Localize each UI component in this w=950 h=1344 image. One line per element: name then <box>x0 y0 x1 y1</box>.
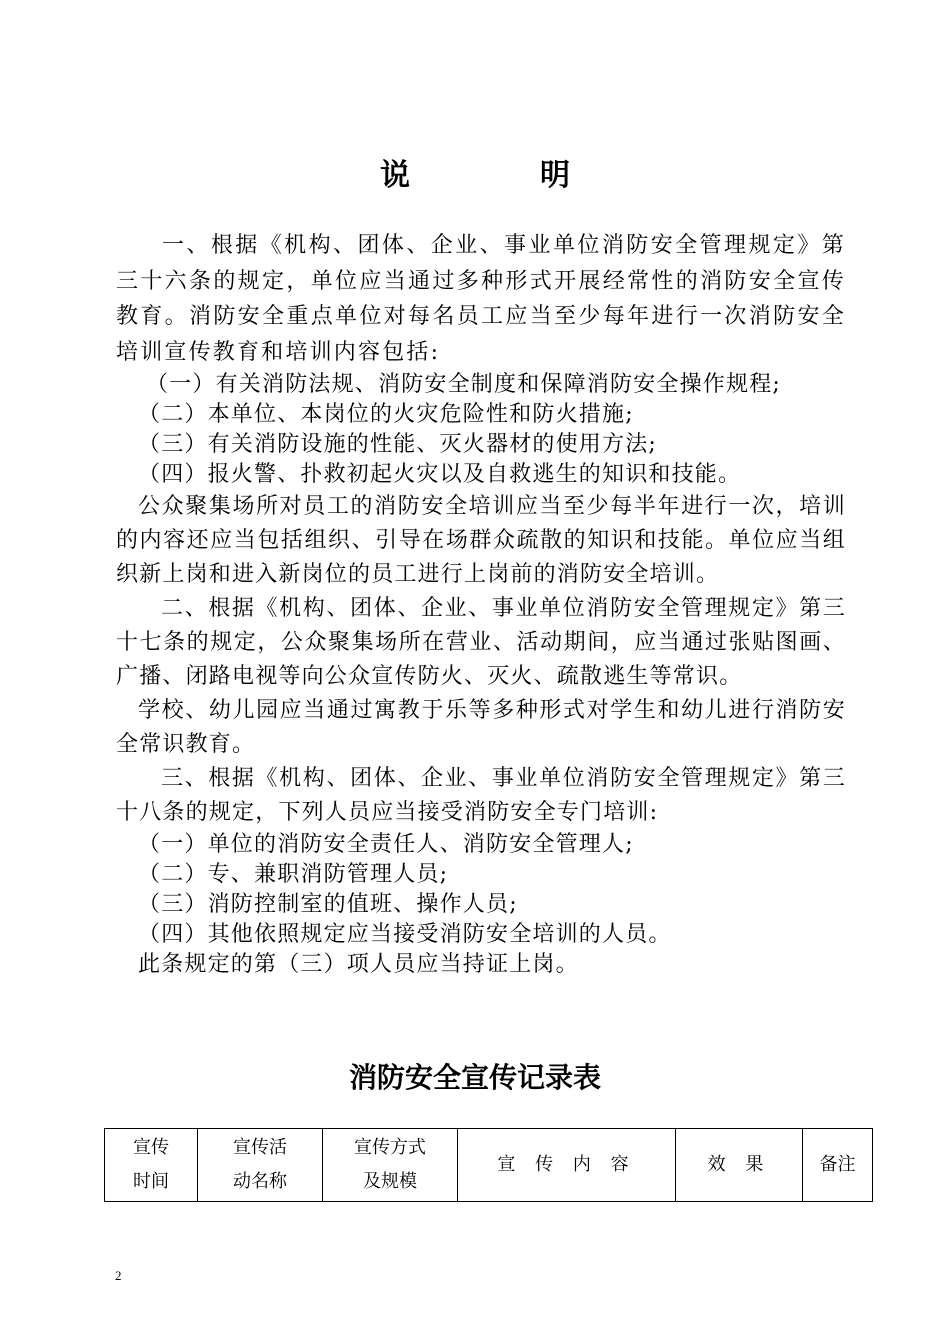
section1-intro: 一、根据《机构、团体、企业、事业单位消防安全管理规定》第三十六条的规定，单位应当通过多种形式开展经常性的消防安全宣传教育。消防安全重点单位对每名员工应当至少每年进行一次消防安全培训宣传教育和培训内容包括: <box>116 233 846 365</box>
header-line: 效 果 <box>707 1154 771 1175</box>
header-line: 动名称 <box>233 1171 287 1192</box>
section1-item: （二）本单位、本岗位的火灾危险性和防火措施; <box>138 402 634 427</box>
header-method-scale <box>323 1129 458 1202</box>
section3-item: （四）其他依照规定应当接受消防安全培训的人员。 <box>138 922 672 947</box>
section2-intro: 二、根据《机构、团体、企业、事业单位消防安全管理规定》第三十七条的规定，公众聚集场所在营业、活动期间，应当通过张贴图画、广播、闭路电视等向公众宣传防火、灭火、疏散逃生等常识。 <box>116 596 846 689</box>
section3-item: （三）消防控制室的值班、操作人员; <box>138 892 518 917</box>
section1-item: （三）有关消防设施的性能、灭火器材的使用方法; <box>138 432 658 457</box>
header-line: 宣传 <box>133 1137 169 1158</box>
section1-item: （一）有关消防法规、消防安全制度和保障消防安全操作规程; <box>146 372 782 397</box>
header-line: 宣 传 内 容 <box>497 1154 636 1175</box>
page-number: 2 <box>115 1268 122 1283</box>
table-header-row <box>105 1129 873 1202</box>
section1-extra: 公众聚集场所对员工的消防安全培训应当至少每半年进行一次，培训的内容还应当包括组织、引导在场群众疏散的知识和技能。单位应当组织新上岗和进入新岗位的员工进行上岗前的消防安全培训。 <box>116 494 846 587</box>
header-line: 及规模 <box>363 1171 417 1192</box>
section3-item: （二）专、兼职消防管理人员; <box>138 862 449 887</box>
section1-item: （四）报火警、扑救初起火灾以及自救逃生的知识和技能。 <box>138 462 742 487</box>
section2-extra: 学校、幼儿园应当通过寓教于乐等多种形式对学生和幼儿进行消防安全常识教育。 <box>116 698 846 757</box>
header-line: 备注 <box>819 1154 856 1175</box>
header-line: 时间 <box>133 1171 169 1192</box>
page-title: 说 明 <box>380 158 620 193</box>
header-line: 宣传方式 <box>354 1137 426 1158</box>
header-line: 宣传活 <box>233 1137 287 1158</box>
section3-item: （一）单位的消防安全责任人、消防安全管理人; <box>138 832 634 857</box>
header-time <box>105 1129 198 1202</box>
header-activity-name <box>198 1129 323 1202</box>
header-remarks <box>803 1129 873 1202</box>
section3-intro: 三、根据《机构、团体、企业、事业单位消防安全管理规定》第三十八条的规定，下列人员应当接受消防安全专门培训: <box>116 766 846 825</box>
header-effect <box>676 1129 803 1202</box>
header-content <box>458 1129 676 1202</box>
table-title: 消防安全宣传记录表 <box>348 1061 601 1094</box>
section3-note: 此条规定的第（三）项人员应当持证上岗。 <box>138 952 579 977</box>
document-body <box>116 228 846 980</box>
record-table <box>104 1128 873 1202</box>
